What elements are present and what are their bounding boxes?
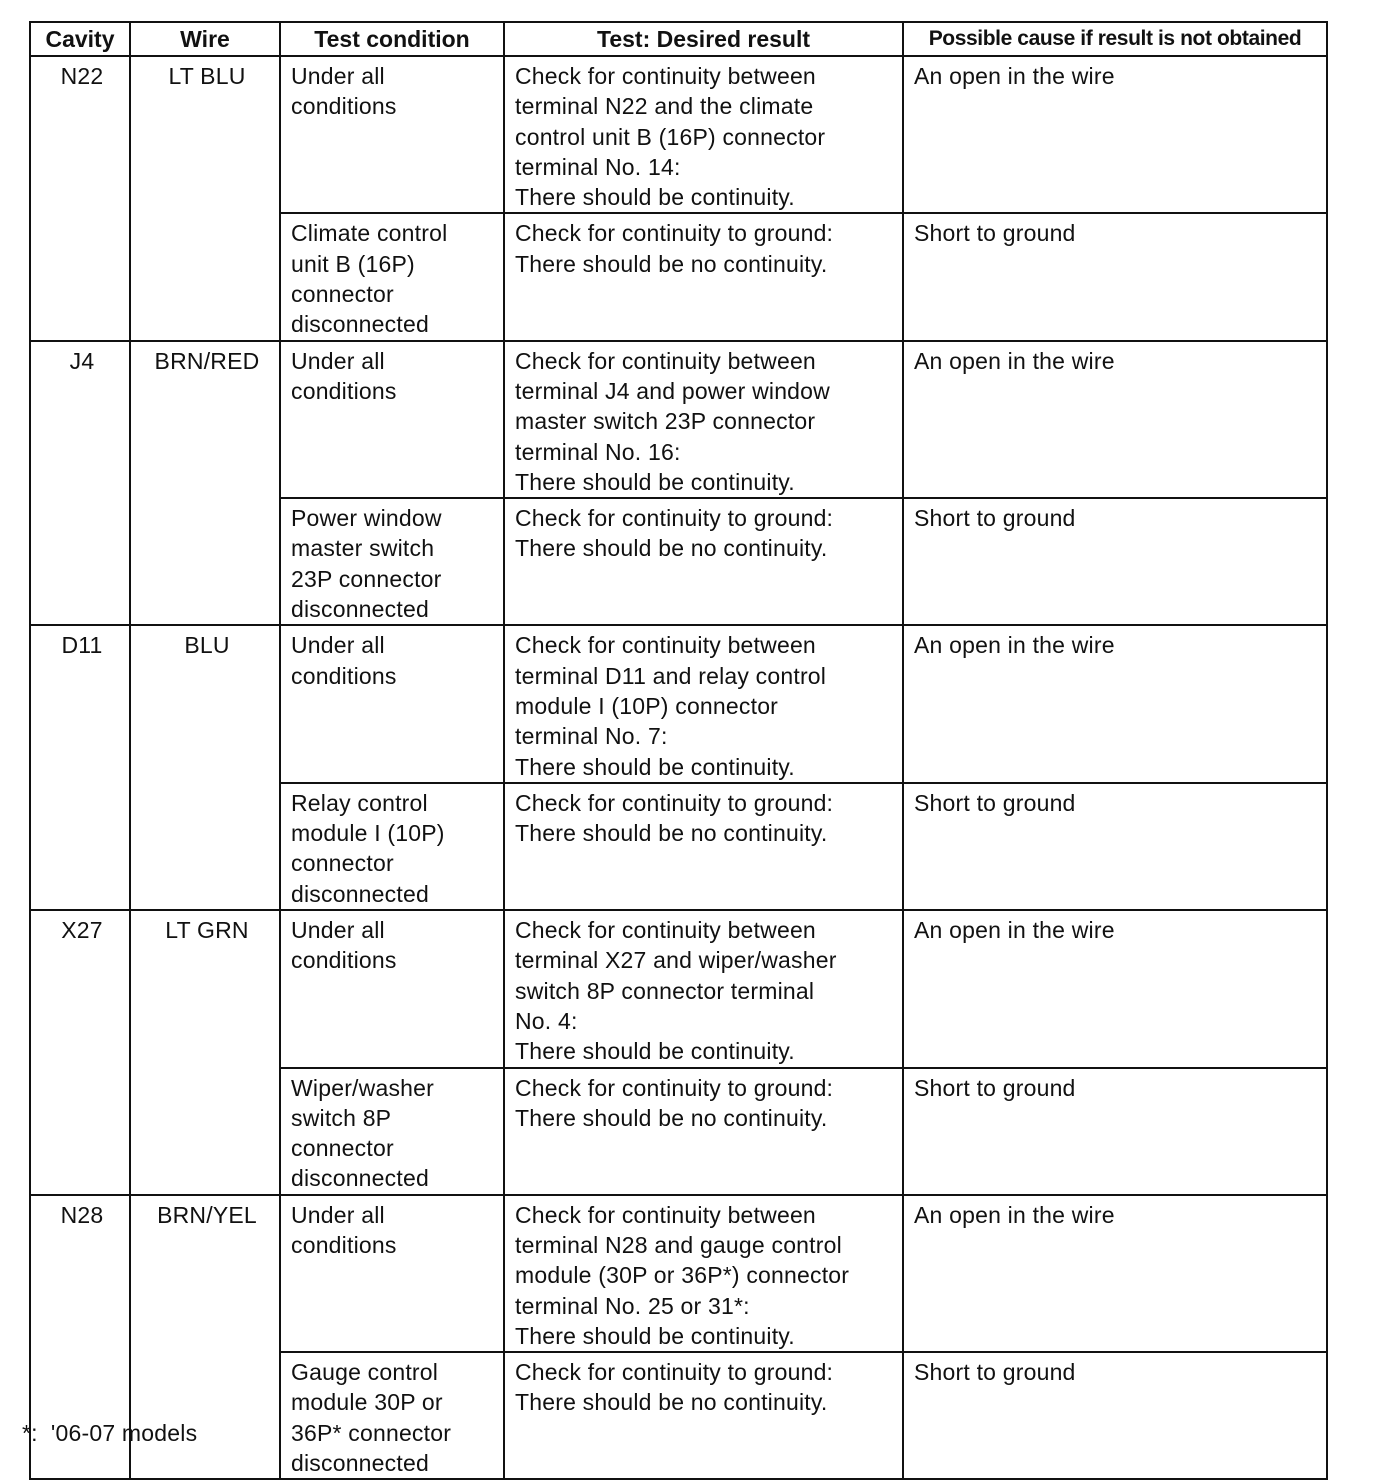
header-test-condition: Test condition: [280, 22, 504, 56]
test-condition-cell: Relay control module I (10P) connector disconnected: [280, 783, 504, 910]
test-condition-cell: Gauge control module 30P or 36P* connector disconnected: [280, 1352, 504, 1479]
cavity-cell: X27: [30, 910, 130, 1195]
possible-cause-cell: An open in the wire: [903, 1195, 1327, 1352]
possible-cause-cell: Short to ground: [903, 1352, 1327, 1479]
possible-cause-cell: An open in the wire: [903, 625, 1327, 782]
table-row: [30, 625, 1327, 782]
footnote: *: '06-07 models: [22, 1420, 198, 1446]
desired-result-cell: Check for continuity between terminal J4 and power window master switch 23P connector terminal No. 16: There should be continuity.: [504, 341, 903, 498]
cavity-cell: D11: [30, 625, 130, 910]
possible-cause-cell: An open in the wire: [903, 56, 1327, 213]
test-condition-cell: Under all conditions: [280, 910, 504, 1067]
continuity-test-table: [29, 21, 1328, 1480]
wire-cell: LT GRN: [130, 910, 280, 1195]
cavity-cell: N22: [30, 56, 130, 341]
desired-result-cell: Check for continuity to ground: There should be no continuity.: [504, 1068, 903, 1195]
test-condition-cell: Under all conditions: [280, 56, 504, 213]
desired-result-cell: Check for continuity between terminal N28 and gauge control module (30P or 36P*) connector terminal No. 25 or 31*: There should be continuity.: [504, 1195, 903, 1352]
header-desired-result: Test: Desired result: [504, 22, 903, 56]
test-condition-cell: Under all conditions: [280, 625, 504, 782]
wire-cell: LT BLU: [130, 56, 280, 341]
test-condition-cell: Under all conditions: [280, 1195, 504, 1352]
table-row: [30, 341, 1327, 498]
table-row: [30, 56, 1327, 213]
desired-result-cell: Check for continuity to ground: There should be no continuity.: [504, 783, 903, 910]
cavity-cell: N28: [30, 1195, 130, 1480]
table-row: [30, 910, 1327, 1067]
desired-result-cell: Check for continuity to ground: There should be no continuity.: [504, 498, 903, 625]
table-row: [30, 1195, 1327, 1352]
test-condition-cell: Wiper/washer switch 8P connector disconnected: [280, 1068, 504, 1195]
header-possible-cause: Possible cause if result is not obtained: [903, 22, 1327, 56]
desired-result-cell: Check for continuity between terminal X27 and wiper/washer switch 8P connector terminal No. 4: There should be continuity.: [504, 910, 903, 1067]
test-condition-cell: Power window master switch 23P connector disconnected: [280, 498, 504, 625]
table-header-row: [30, 22, 1327, 56]
desired-result-cell: Check for continuity between terminal D11 and relay control module I (10P) connector terminal No. 7: There should be continuity.: [504, 625, 903, 782]
possible-cause-cell: Short to ground: [903, 498, 1327, 625]
wire-cell: BRN/YEL: [130, 1195, 280, 1480]
wire-cell: BRN/RED: [130, 341, 280, 626]
header-cavity: Cavity: [30, 22, 130, 56]
cavity-cell: J4: [30, 341, 130, 626]
possible-cause-cell: Short to ground: [903, 213, 1327, 340]
possible-cause-cell: Short to ground: [903, 1068, 1327, 1195]
wire-cell: BLU: [130, 625, 280, 910]
possible-cause-cell: An open in the wire: [903, 341, 1327, 498]
possible-cause-cell: Short to ground: [903, 783, 1327, 910]
header-wire: Wire: [130, 22, 280, 56]
desired-result-cell: Check for continuity between terminal N22 and the climate control unit B (16P) connector terminal No. 14: There should be continuity.: [504, 56, 903, 213]
test-condition-cell: Under all conditions: [280, 341, 504, 498]
test-condition-cell: Climate control unit B (16P) connector disconnected: [280, 213, 504, 340]
desired-result-cell: Check for continuity to ground: There should be no continuity.: [504, 1352, 903, 1479]
desired-result-cell: Check for continuity to ground: There should be no continuity.: [504, 213, 903, 340]
possible-cause-cell: An open in the wire: [903, 910, 1327, 1067]
